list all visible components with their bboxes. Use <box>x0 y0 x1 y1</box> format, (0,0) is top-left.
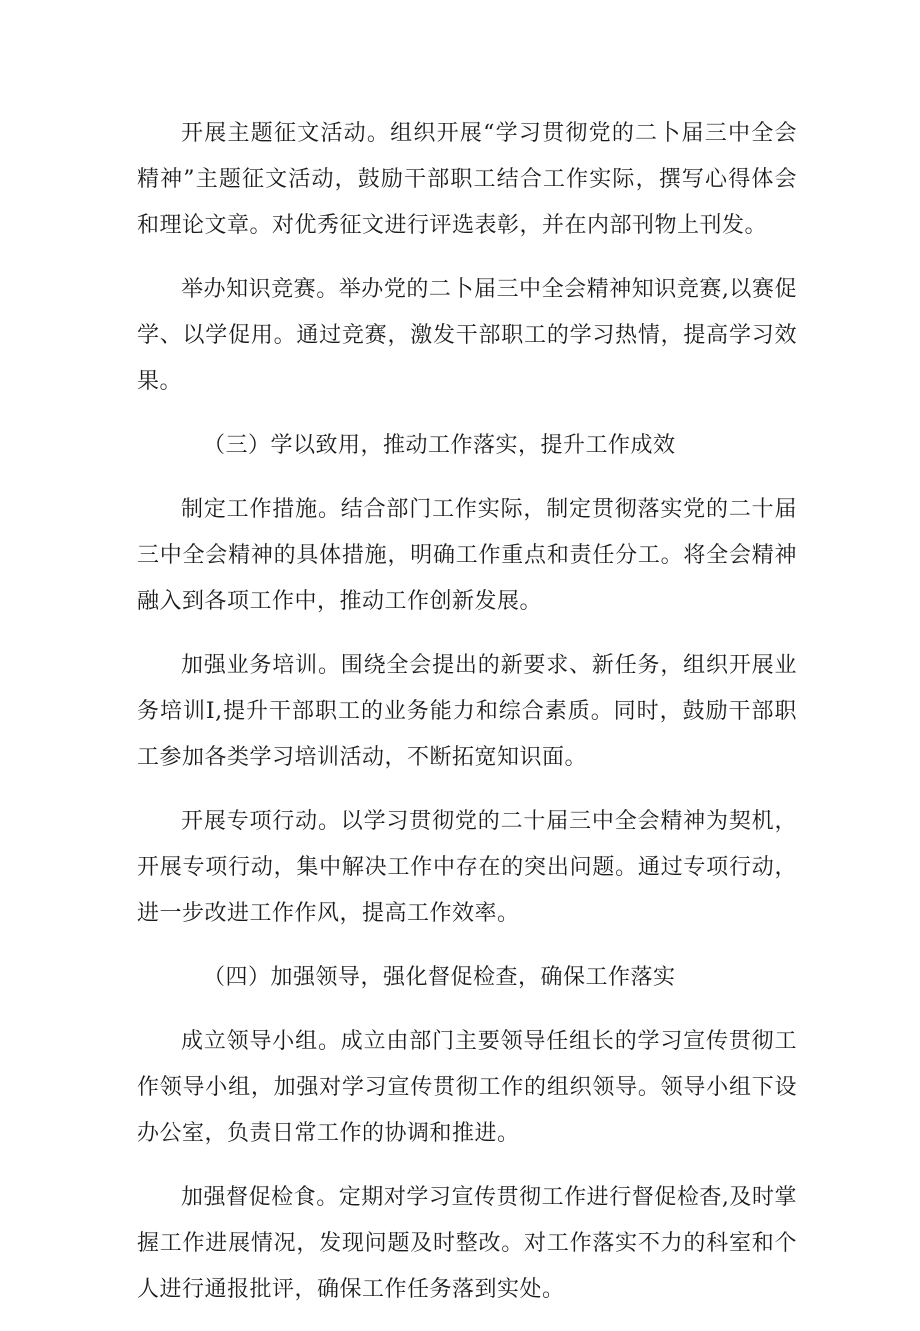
section-heading-4: （四）加强领导，强化督促检查，确保工作落实 <box>203 965 676 990</box>
paragraph-supervision: 加强督促检食。定期对学习宣传贯彻工作进行督促检杳,及时掌握工作进展情况，发现问题及时整改。对工作落实不力的科室和个人进行通报批评，确保工作任务落到实处。 <box>137 1185 797 1302</box>
document-body <box>137 111 797 1331</box>
paragraph-business-training: 加强业务培训。围绕全会提出的新要求、新任务，组织开展业务培训I,提升干部职工的业务能力和综合素质。同时，鼓励干部职工参加各类学习培训活动，不断拓宽知识面。 <box>137 653 797 770</box>
paragraph-work-measures: 制定工作措施。结合部门工作实际，制定贯彻落实党的二十届三中全会精神的具体措施，明确工作重点和责任分工。将全会精神融入到各项工作中，推动工作创新发展。 <box>137 497 797 614</box>
paragraph-special-action: 开展专项行动。以学习贯彻党的二十届三中全会精神为契机，开展专项行动，集中解决工作中存在的突出问题。通过专项行动，进一步改进工作作风，提高工作效率。 <box>137 809 797 926</box>
paragraph-knowledge-contest: 举办知识竞赛。举办党的二卜届三中全会精神知识竞赛,以赛促学、以学促用。通过竞赛，激发干部职工的学习热情，提高学习效果。 <box>137 277 797 394</box>
paragraph-essay-activity: 开展主题征文活动。组织开展“学习贯彻党的二卜届三中全会精神”主题征文活动，鼓励干部职工结合工作实际，撰写心得体会和理论文章。对优秀征文进行评选表彰，并在内部刊物上刊发。 <box>137 121 797 238</box>
paragraph-leading-group: 成立领导小组。成立由部门主要领导任组长的学习宣传贯彻工作领导小组，加强对学习宣传贯彻工作的组织领导。领导小组下设办公室，负责日常工作的协调和推进。 <box>137 1029 797 1146</box>
section-heading-3: （三）学以致用，推动工作落实，提升工作成效 <box>203 433 676 458</box>
